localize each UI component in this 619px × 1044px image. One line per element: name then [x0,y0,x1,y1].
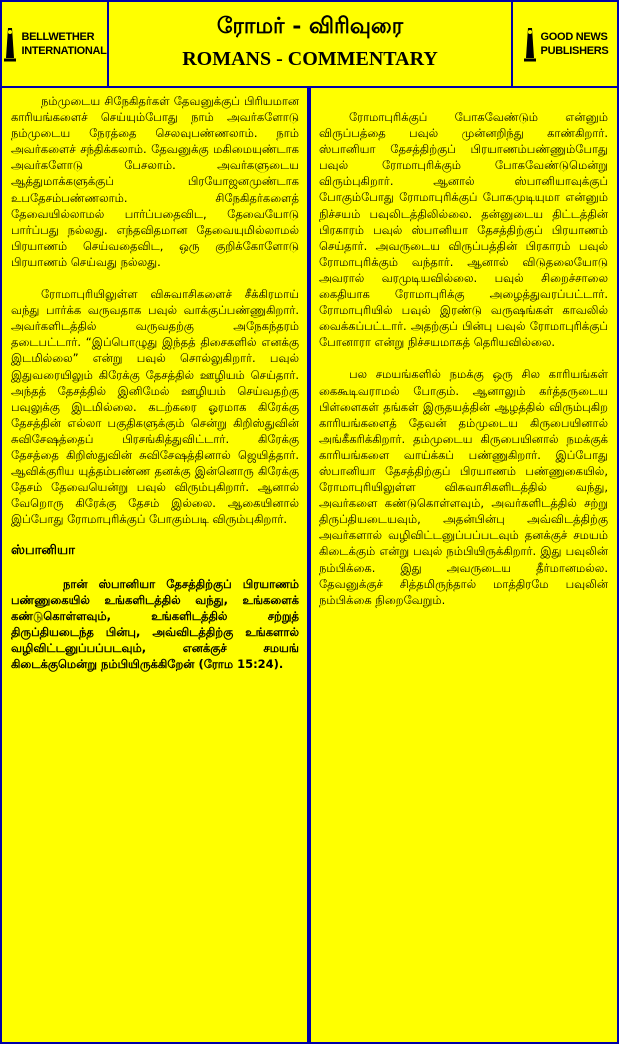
page-title-english: ROMANS - COMMENTARY [182,48,438,70]
good-news-logo [513,2,617,86]
section-heading-spain: ஸ்பானியா [11,543,75,559]
title-panel [109,2,511,86]
bellwether-logo-line1: BELLWETHER [21,31,95,43]
scripture-quote: நான் ஸ்பானியா தேசத்திற்குப் பிரயாணம் பண்ணுகையில் உங்களிடத்தில் வந்து, உங்களைக் கண்டுகொள்ளவும், உங்களிடத்தில் சற்றுத் திருப்தியடைந்த பின்பு, அவ்விடத்திற்கு உங்களால் வழிவிட்டனுப்பப்படவும், எனக்குச் சமயங் கிடைக்குமென்று நம்பியிருக்கிறேன் (ரோம 15:24). [11,576,299,671]
good-news-logo-line1: GOOD NEWS [540,31,608,43]
bellwether-logo [2,2,107,86]
good-news-logo-line2: PUBLISHERS [540,45,609,57]
page-title-tamil: ரோமர் - விரிவுரை [216,13,404,39]
right-paragraph-1: ரோமாபுரிக்குப் போகவேண்டும் என்னும் விருப்பத்தை பவுல் முன்னறிந்து காண்கிறார். ஸ்பானியா தேசத்திற்குப் பிரயாணம்பண்ணும்போது பவுல் ரோமாபுரிக்கும் போகவேண்டுமென்று விரும்புகிறார். ஆனால் ஸ்பானியாவுக்குப் போகும்போது ரோமாபுரிக்குப் போகமுடியுமா என்னும் நிச்சயம் பவுலிடத்திலில்லை. தன்னுடைய திட்டத்தின் பிரகாரம் பவுல் ஸ்பானியா தேசத்திற்குப் பிரயாணம் செய்தார். அவருடைய விருப்பத்தின் பிரகாரம் பவுல் ரோமாபுரிக்கும் வந்தார். ஆனால் விடுதலையோடு அவரால் வரமுடியவில்லை. பவுல் சிறைச்சாலை கைதியாக ரோமாபுரிக்கு அழைத்துவரப்பட்டார். ரோமாபுரியில் பவுல் இரண்டு வருஷங்கள் காவலில் வைக்கப்பட்டார். அதற்குப் பின்பு பவுல் ரோமாபுரிக்குப் போனாரா என்று நிச்சயமாகத் தெரியவில்லை. [319,110,608,350]
left-paragraph-1: நம்முடைய சிநேகிதர்கள் தேவனுக்குப் பிரியமான காரியங்களைச் செய்யும்போது நாம் அவர்களோடு நம்முடைய நேரத்தை செலவுபண்ணலாம். நாம் அவர்களைச் சந்திக்கலாம். தேவனுக்கு மகிமையுண்டாக அவர்களோடு பேசலாம். அவர்களுடைய ஆத்துமாக்களுக்குப் பிரயோஜனமுண்டாக உபதேசம்பண்ணலாம். சிநேகிதர்களைத் தேவையில்லாமல் பார்ப்பதைவிட, தேவையோடு பார்ப்பது நல்லது. எந்தவிதமான தேவையுமில்லாமல் பிரயாணம் செய்வதைவிட, ஒரு குறிக்கோளோடு பிரயாணம் செய்வது நல்லது. [11,94,299,269]
left-column-text [11,93,299,688]
good-news-logo-icon [522,26,538,62]
left-paragraph-2: ரோமாபுரியிலுள்ள விசுவாசிகளைச் சீக்கிரமாய் வந்து பார்க்க வருவதாக பவுல் வாக்குப்பண்ணுகிறார். அவர்களிடத்தில் வருவதற்கு அநேகந்தரம் தடைபட்டார். “இப்பொழுது இந்தத் திசைகளில் எனக்கு இடமில்லை” என்று பவுல் சொல்லுகிறார். பவுல் இதுவரையிலும் கிரேக்கு தேசத்தில் ஊழியம் செய்தார். அந்தத் தேசத்தில் இனிமேல் ஊழியம் செய்வதற்கு பவுலுக்கு இடமில்லை. கடற்கரை ஓரமாக கிரேக்கு தேசத்தின் எல்லா பகுதிகளுக்கும் சென்று கிறிஸ்துவின் சுவிசேஷத்தைப் பிரசங்கித்துவிட்டார். கிரேக்கு தேசத்தை கிறிஸ்துவின் சுவிசேஷத்தினால் ஜெயித்தார். ஆவிக்குரிய யுத்தம்பண்ண தனக்கு இன்னொரு கிரேக்கு தேசம் தேவையென்று பவுல் விரும்புகிறார். ஆனால் வேறொரு கிரேக்கு தேசம் இல்லை. ஆகையினால் இப்போது ரோமாபுரிக்குப் போகும்படி விரும்புகிறார். [11,287,299,527]
right-column-text [319,109,608,624]
bellwether-logo-icon [2,26,18,62]
bellwether-logo-line2: INTERNATIONAL [21,45,107,57]
right-paragraph-2: பல சமயங்களில் நமக்கு ஒரு சில காரியங்கள் கைகூடிவராமல் போகும். ஆனாலும் கர்த்தருடைய பிள்ளைகள் தங்கள் இருதயத்தின் ஆழத்தில் விரும்புகிற காரியங்களைத் தேவன் தம்முடைய கிருபையினால் அங்கீகரிக்கிறார். தம்முடைய கிருபையினால் நமக்குக் காரியங்களை வாய்க்கப் பண்ணுகிறார். இப்போது ஸ்பானியா தேசத்திற்குப் பிரயாணம் பண்ணுகையில், ரோமாபுரியிலுள்ள விசுவாசிகளிடத்தில் வந்து, அவர்களை கண்டுகொள்ளவும், அவர்களிடத்தில் சற்று திருப்தியடையவும், அதன்பின்பு அவ்விடத்திற்கு அவர்களால் வழிவிட்டனுப்பப்படவும் தனக்குச் சமயம் கிடைக்கும் என்று பவுல் நம்பியிருக்கிறார். இது பவுலின் நம்பிக்கை. இது அவருடைய தீர்மானமல்ல. தேவனுக்குச் சித்தமிருந்தால் மாத்திரமே பவுலின் நம்பிக்கை நிறைவேறும். [319,367,608,607]
